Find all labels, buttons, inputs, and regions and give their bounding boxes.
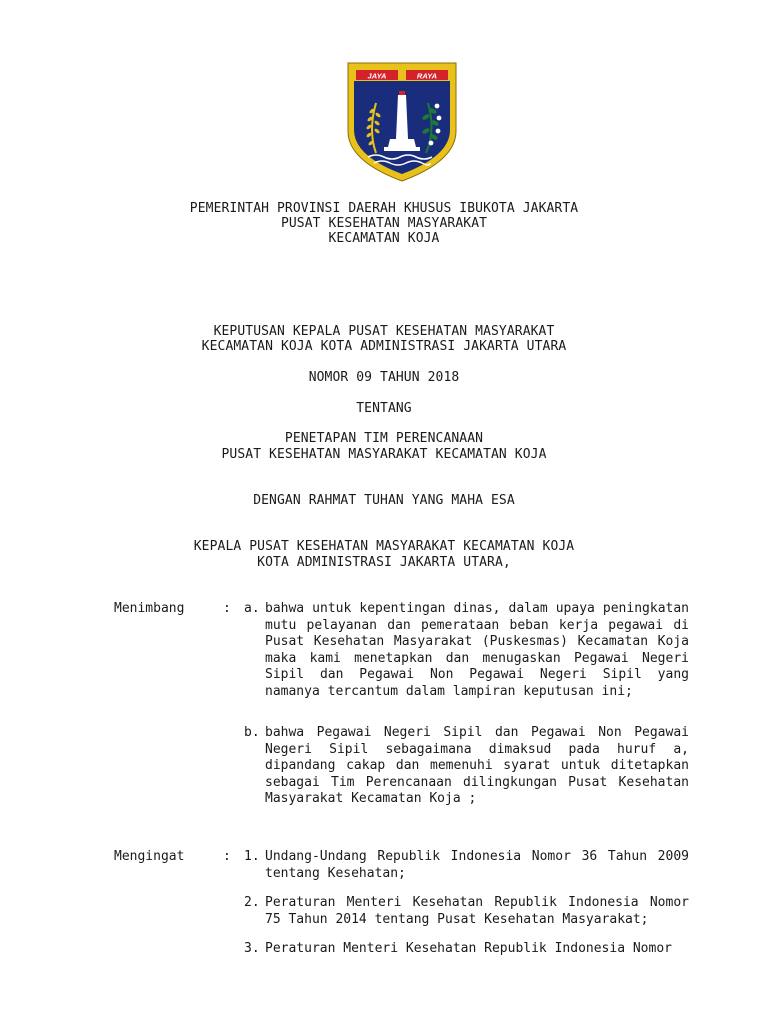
- mengingat-label: Mengingat: [114, 849, 185, 864]
- mengingat-item-1-marker: 1.: [244, 849, 260, 864]
- header-line-2: PUSAT KESEHATAN MASYARAKAT: [280, 216, 488, 231]
- decree-official-line-1: KEPALA PUSAT KESEHATAN MASYARAKAT KECAMATAN KOJA: [193, 539, 575, 554]
- header-line-3: KECAMATAN KOJA: [328, 231, 440, 246]
- mengingat-item-2-text: Peraturan Menteri Kesehatan Republik Indonesia Nomor 75 Tahun 2014 tentang Pusat Kesehatan Masyarakat;: [265, 895, 689, 927]
- decree-title-line-1: KEPUTUSAN KEPALA PUSAT KESEHATAN MASYARAKAT: [213, 324, 555, 339]
- decree-official-line-2: KOTA ADMINISTRASI JAKARTA UTARA,: [257, 555, 511, 570]
- menimbang-colon: :: [223, 601, 231, 616]
- mengingat-colon: :: [223, 849, 231, 864]
- decree-blessing: DENGAN RAHMAT TUHAN YANG MAHA ESA: [253, 493, 515, 508]
- menimbang-item-b-text: bahwa Pegawai Negeri Sipil dan Pegawai Non Pegawai Negeri Sipil sebagaimana dimaksud pada huruf a, dipandang cakap dan memenuhi syarat untuk ditetapkan sebagai Tim Perencanaan dilingkungan Pusat Kesehatan Masyarakat Kecamatan Koja ;: [265, 725, 689, 806]
- decree-subject-line-2: PUSAT KESEHATAN MASYARAKAT KECAMATAN KOJA: [221, 447, 547, 462]
- menimbang-item-a-text: bahwa untuk kepentingan dinas, dalam upaya peningkatan mutu pelayanan dan pemerataan beban kerja pegawai di Pusat Kesehatan Masyarakat (Puskesmas) Kecamatan Koja maka kami menetapkan dan menugaskan Pegawai Negeri Sipil dan Pegawai Non Pegawai Negeri Sipil yang namanya tercantum dalam lampiran keputusan ini;: [265, 601, 689, 699]
- mengingat-item-2-marker: 2.: [244, 895, 260, 910]
- mengingat-item-1-text: Undang-Undang Republik Indonesia Nomor 36 Tahun 2009 tentang Kesehatan;: [265, 849, 689, 881]
- mengingat-item-3-text: Peraturan Menteri Kesehatan Republik Indonesia Nomor: [265, 941, 672, 956]
- mengingat-item-3-marker: 3.: [244, 941, 260, 956]
- header-line-1: PEMERINTAH PROVINSI DAERAH KHUSUS IBUKOTA JAKARTA: [189, 201, 579, 216]
- decree-subject-line-1: PENETAPAN TIM PERENCANAAN: [284, 431, 484, 446]
- menimbang-item-b-marker: b.: [244, 725, 260, 740]
- decree-about: TENTANG: [356, 401, 412, 416]
- decree-number: NOMOR 09 TAHUN 2018: [308, 370, 460, 385]
- menimbang-item-a-marker: a.: [244, 601, 260, 616]
- crest-motto-right: RAYA: [416, 71, 438, 81]
- menimbang-label: Menimbang: [114, 601, 185, 616]
- crest-motto-left: JAYA: [367, 71, 387, 81]
- decree-title-line-2: KECAMATAN KOJA KOTA ADMINISTRASI JAKARTA UTARA: [201, 339, 567, 354]
- jakarta-crest-logo: [346, 61, 458, 183]
